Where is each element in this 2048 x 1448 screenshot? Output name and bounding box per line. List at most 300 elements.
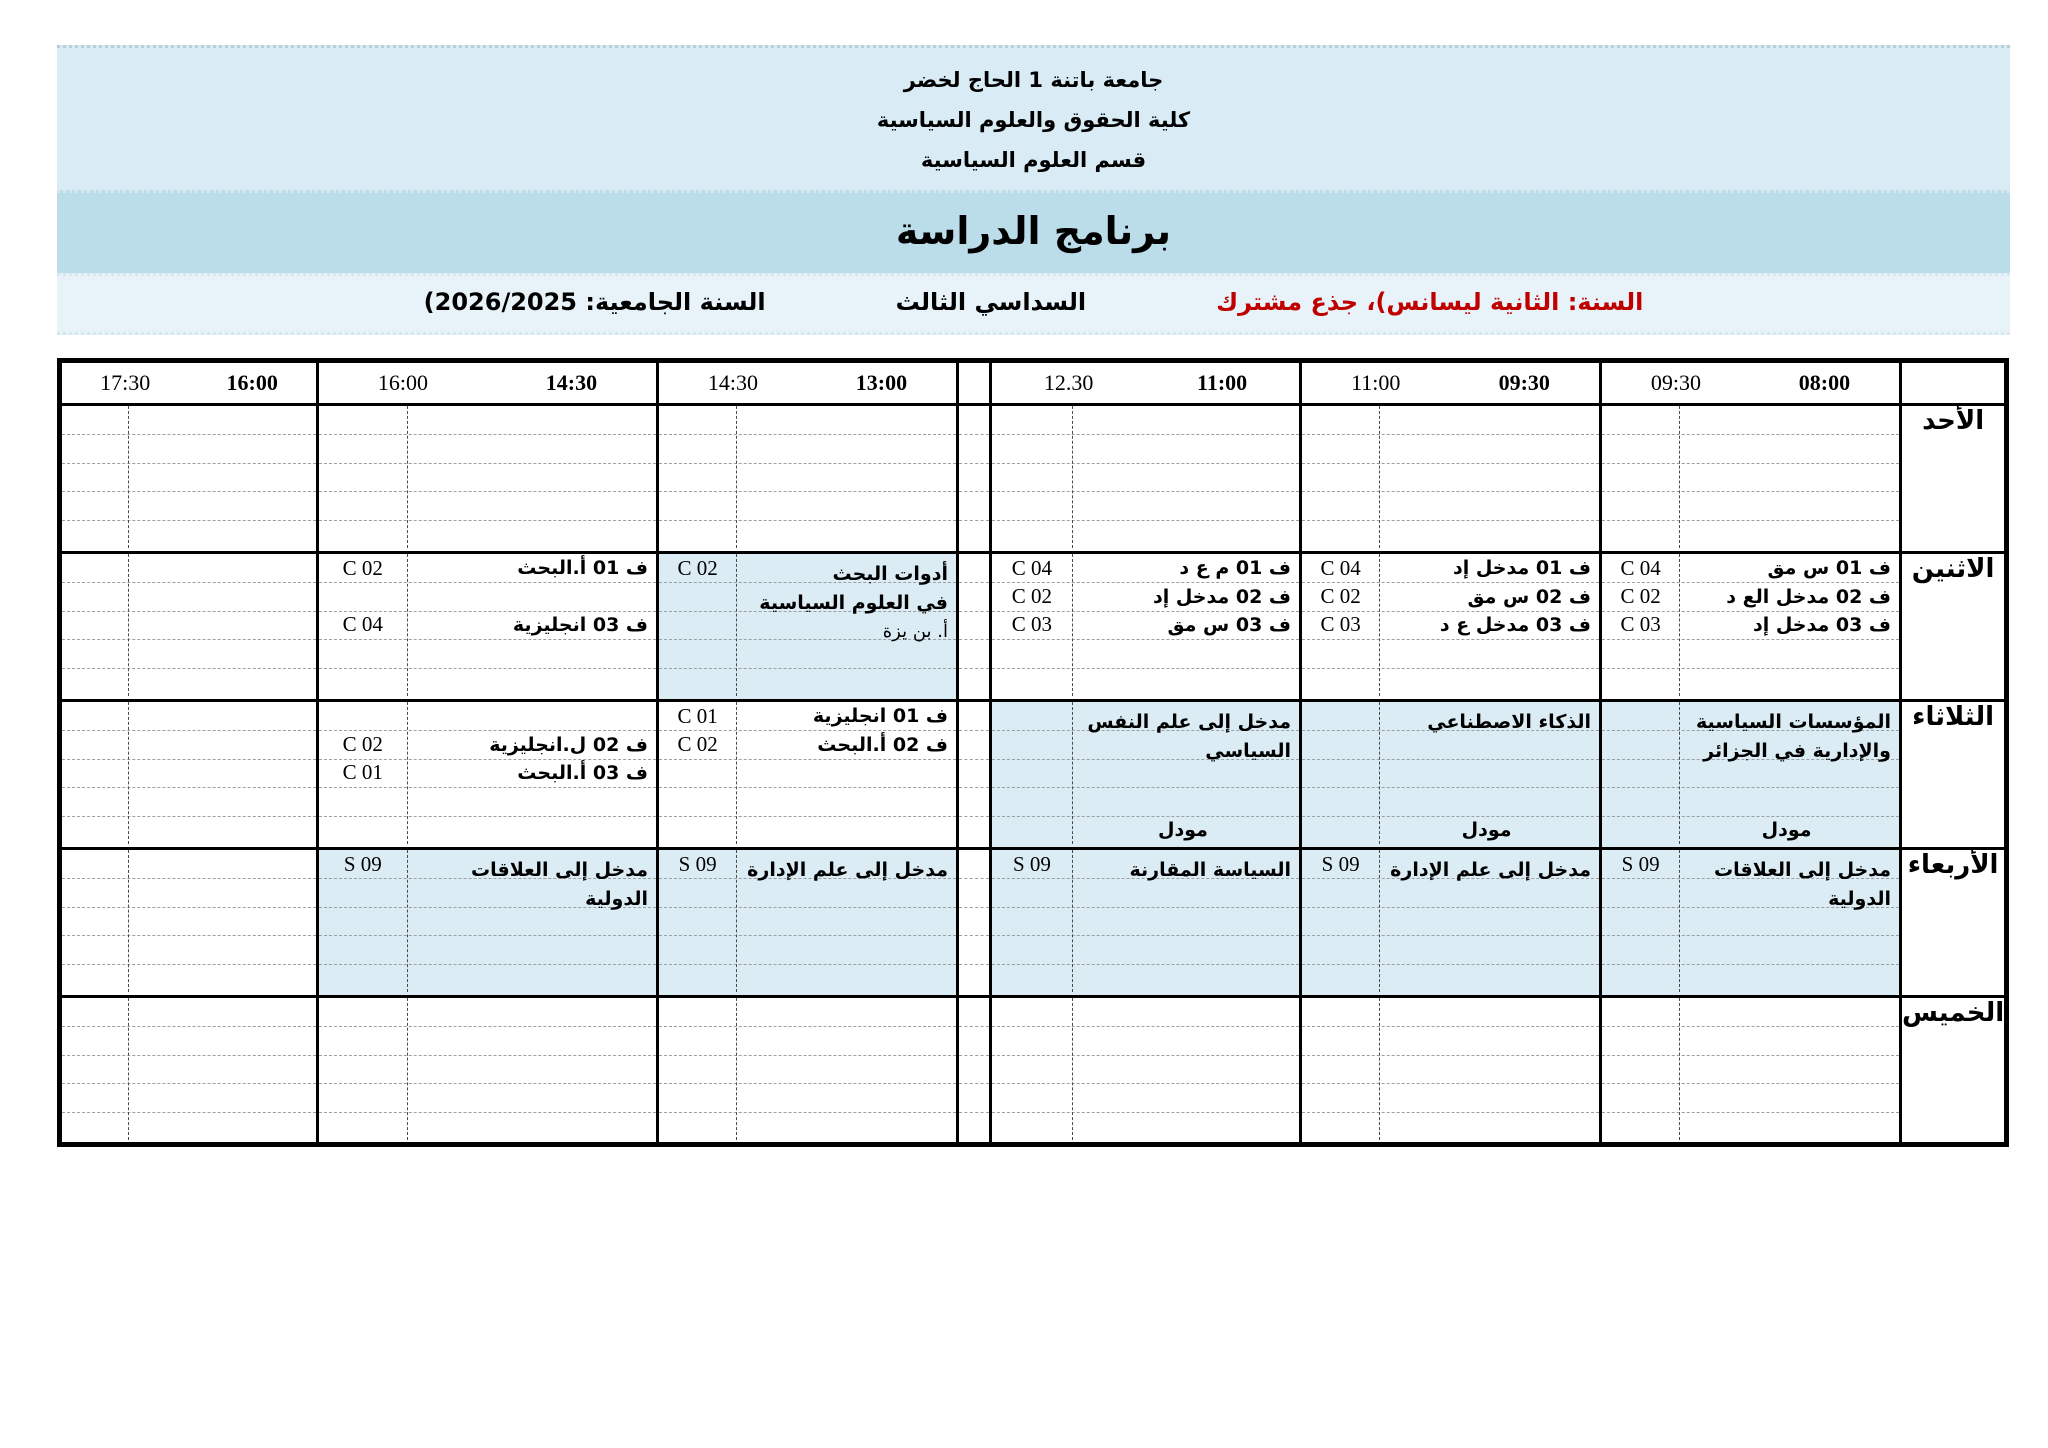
- end-time: 12.30: [1043, 370, 1094, 395]
- time-header-row: [60, 361, 2007, 405]
- cell-grid: [659, 702, 956, 844]
- course-title-line: أدوات البحث: [832, 562, 948, 585]
- separator-cell: [958, 701, 991, 849]
- teacher-name: أ. بن يزة: [882, 621, 948, 642]
- gridline: [62, 816, 316, 817]
- gridline: [992, 907, 1299, 908]
- gridline: [659, 1112, 956, 1113]
- gridline: [62, 520, 316, 521]
- gridline: [992, 1055, 1299, 1056]
- room-divider: [1072, 850, 1073, 992]
- start-time: 11:00: [1197, 370, 1248, 395]
- course-title-line: مدخل إلى العلاقات: [471, 858, 648, 881]
- gridline: [62, 935, 316, 936]
- gridline: [62, 1026, 316, 1027]
- end-time: 17:30: [100, 370, 151, 395]
- gridline: [62, 787, 316, 788]
- room-code: C 04: [342, 612, 383, 637]
- schedule-cell: [318, 997, 658, 1145]
- session-entry: ف 01 م ع د: [1179, 557, 1291, 580]
- room-divider: [736, 998, 737, 1140]
- gridline: [659, 907, 956, 908]
- platform-label: مودل: [1761, 818, 1812, 841]
- cell-grid: [659, 406, 956, 548]
- gridline: [992, 935, 1299, 936]
- cell-grid: [959, 554, 989, 696]
- room-divider: [128, 406, 129, 548]
- day-label: الأحد: [1901, 405, 2007, 553]
- gridline: [1602, 1112, 1899, 1113]
- room-divider: [1379, 998, 1380, 1140]
- cell-grid: [319, 406, 656, 548]
- room-code: C 04: [1011, 555, 1053, 580]
- gridline: [1602, 935, 1899, 936]
- cell-grid: [319, 554, 656, 696]
- course-title: [1682, 855, 1891, 913]
- room-divider: [407, 850, 408, 992]
- gridline: [659, 787, 956, 788]
- gridline: [659, 463, 956, 464]
- room-code: C 02: [1620, 584, 1661, 609]
- timetable-row: [60, 997, 2007, 1145]
- gridline: [992, 434, 1299, 435]
- university-name: جامعة باتنة 1 الحاج لخضر: [903, 68, 1164, 92]
- schedule-cell: [991, 701, 1301, 849]
- cell-grid: [319, 702, 656, 844]
- room-divider: [128, 998, 129, 1140]
- gridline: [62, 491, 316, 492]
- cell-grid: [62, 850, 316, 992]
- gridline: [319, 816, 656, 817]
- gridline: [992, 964, 1299, 965]
- room-divider: [128, 554, 129, 696]
- course-title: [1075, 707, 1291, 765]
- separator-cell: [958, 997, 991, 1145]
- course-title-line: السياسة المقارنة: [1129, 858, 1291, 881]
- gridline: [992, 491, 1299, 492]
- room-divider: [1379, 850, 1380, 992]
- gridline: [959, 935, 989, 936]
- gridline: [1302, 463, 1599, 464]
- gridline: [62, 878, 316, 879]
- gridline: [1302, 787, 1599, 788]
- timetable-row: [60, 553, 2007, 701]
- gridline: [319, 964, 656, 965]
- gridline: [959, 520, 989, 521]
- course-title-line: السياسي: [1205, 739, 1291, 762]
- year-info: السنة: الثانية ليسانس)، جذع مشترك: [1216, 288, 1644, 316]
- course-title-line: في العلوم السياسية: [759, 591, 948, 614]
- gridline: [62, 1055, 316, 1056]
- room-divider: [736, 554, 737, 696]
- gridline: [992, 787, 1299, 788]
- course-title: [739, 559, 948, 646]
- separator-cell: [958, 849, 991, 997]
- schedule-cell: [991, 997, 1301, 1145]
- gridline: [1302, 964, 1599, 965]
- gridline: [992, 1026, 1299, 1027]
- gridline: [1302, 1112, 1599, 1113]
- gridline: [1602, 639, 1899, 640]
- gridline: [1602, 1055, 1899, 1056]
- cell-grid: [959, 702, 989, 844]
- gridline: [659, 668, 956, 669]
- separator-cell: [958, 553, 991, 701]
- gridline: [319, 1055, 656, 1056]
- gridline: [959, 639, 989, 640]
- schedule-cell: [60, 405, 318, 553]
- room-code: C 02: [1011, 584, 1053, 609]
- platform-label: مودل: [1157, 818, 1208, 841]
- gridline: [62, 434, 316, 435]
- room-divider: [407, 998, 408, 1140]
- semester-label: السداسي الثالث: [895, 288, 1087, 316]
- room-divider: [1379, 406, 1380, 548]
- gridline: [319, 491, 656, 492]
- gridline: [319, 582, 656, 583]
- schedule-cell: [318, 553, 658, 701]
- room-divider: [1679, 998, 1680, 1140]
- gridline: [959, 434, 989, 435]
- schedule-cell: [991, 553, 1301, 701]
- cell-grid: [1302, 406, 1599, 548]
- session-entry: ف 02 ل.انجليزية: [489, 733, 648, 756]
- course-title: [410, 855, 648, 913]
- session-entry: ف 01 أ.البحث: [517, 557, 648, 580]
- cell-grid: [992, 702, 1299, 844]
- gridline: [1302, 668, 1599, 669]
- time-slot-header-1600: [60, 361, 318, 405]
- room-divider: [1379, 554, 1380, 696]
- gridline: [62, 639, 316, 640]
- gridline: [659, 1083, 956, 1084]
- cell-grid: [992, 998, 1299, 1140]
- cell-grid: [319, 998, 656, 1140]
- session-entry: ف 03 مدخل ع د: [1439, 613, 1591, 636]
- time-slot-header-0800: [1601, 361, 1901, 405]
- gridline: [319, 463, 656, 464]
- schedule-cell: [658, 701, 958, 849]
- course-title-line: الدولية: [1828, 887, 1891, 910]
- room-divider: [736, 850, 737, 992]
- schedule-cell: [658, 553, 958, 701]
- cell-grid: [992, 554, 1299, 696]
- cell-grid: [1602, 406, 1899, 548]
- end-time: 14:30: [707, 370, 759, 395]
- gridline: [992, 520, 1299, 521]
- gridline: [1602, 1026, 1899, 1027]
- room-divider: [128, 702, 129, 844]
- room-divider: [1072, 998, 1073, 1140]
- schedule-cell: [658, 405, 958, 553]
- room-code: C 02: [342, 555, 383, 580]
- gridline: [992, 668, 1299, 669]
- timetable-row: [60, 405, 2007, 553]
- room-code: C 02: [677, 555, 718, 580]
- gridline: [62, 463, 316, 464]
- gridline: [1302, 639, 1599, 640]
- schedule-cell: [318, 701, 658, 849]
- start-time: 08:00: [1798, 370, 1851, 395]
- room-code: S 09: [1012, 851, 1051, 876]
- cell-grid: [1602, 702, 1899, 844]
- cell-grid: [1302, 998, 1599, 1140]
- cell-grid: [62, 998, 316, 1140]
- gridline: [992, 463, 1299, 464]
- gridline: [62, 611, 316, 612]
- course-title-line: مدخل إلى علم النفس: [1087, 710, 1291, 733]
- day-label: الاثنين: [1901, 553, 2007, 701]
- cell-grid: [992, 850, 1299, 992]
- room-code: C 02: [342, 732, 383, 757]
- gridline: [959, 1083, 989, 1084]
- gridline: [319, 1083, 656, 1084]
- gridline: [1602, 787, 1899, 788]
- course-title-line: المؤسسات السياسية: [1696, 710, 1891, 733]
- course-title-line: والإدارية في الجزائر: [1703, 739, 1891, 762]
- gridline: [1602, 491, 1899, 492]
- room-divider: [1072, 702, 1073, 844]
- room-code: C 03: [1620, 612, 1661, 637]
- session-entry: ف 03 س مق: [1167, 613, 1291, 636]
- room-code: C 03: [1320, 612, 1361, 637]
- session-entry: ف 03 أ.البحث: [517, 761, 648, 784]
- room-divider: [128, 850, 129, 992]
- room-divider: [736, 406, 737, 548]
- cell-grid: [959, 998, 989, 1140]
- schedule-cell: [991, 405, 1301, 553]
- gridline: [1302, 491, 1599, 492]
- gridline: [959, 1112, 989, 1113]
- room-divider: [407, 554, 408, 696]
- gridline: [319, 787, 656, 788]
- schedule-cell: [658, 997, 958, 1145]
- room-code: S 09: [678, 851, 717, 876]
- course-title: [739, 855, 948, 884]
- gridline: [1302, 1055, 1599, 1056]
- gridline: [319, 1112, 656, 1113]
- cell-grid: [62, 406, 316, 548]
- time-slot-header-0930: [1301, 361, 1601, 405]
- time-slot-header-1430: [318, 361, 658, 405]
- schedule-cell: [318, 849, 658, 997]
- session-entry: ف 02 س مق: [1467, 585, 1591, 608]
- cell-grid: [1602, 850, 1899, 992]
- gridline: [992, 1112, 1299, 1113]
- session-entry: ف 02 مدخل الع د: [1726, 585, 1891, 608]
- gridline: [959, 1055, 989, 1056]
- room-divider: [1072, 406, 1073, 548]
- gridline: [659, 1026, 956, 1027]
- session-entry: ف 02 أ.البحث: [817, 733, 948, 756]
- gridline: [319, 434, 656, 435]
- department-name: قسم العلوم السياسية: [920, 148, 1147, 172]
- room-code: C 01: [342, 760, 383, 785]
- gridline: [959, 491, 989, 492]
- gridline: [959, 668, 989, 669]
- gridline: [959, 463, 989, 464]
- schedule-cell: [1601, 553, 1901, 701]
- page-title: برنامج الدراسة: [895, 209, 1172, 253]
- schedule-cell: [60, 553, 318, 701]
- schedule-cell: [1601, 701, 1901, 849]
- room-code: C 01: [677, 703, 718, 728]
- gridline: [1302, 520, 1599, 521]
- schedule-cell: [1601, 849, 1901, 997]
- gridline: [959, 582, 989, 583]
- gridline: [1602, 964, 1899, 965]
- gridline: [659, 816, 956, 817]
- start-time: 16:00: [226, 370, 278, 395]
- day-label: الثلاثاء: [1901, 701, 2007, 849]
- schedule-cell: [60, 849, 318, 997]
- separator-cell: [958, 405, 991, 553]
- gridline: [319, 1026, 656, 1027]
- room-code: S 09: [1621, 851, 1660, 876]
- session-entry: ف 01 مدخل إد: [1452, 557, 1591, 580]
- room-divider: [736, 702, 737, 844]
- gridline: [62, 730, 316, 731]
- gridline: [1302, 935, 1599, 936]
- cell-grid: [1302, 850, 1599, 992]
- room-code: C 02: [677, 732, 718, 757]
- gridline: [959, 787, 989, 788]
- room-divider: [1679, 702, 1680, 844]
- academic-year-label: السنة الجامعية: 2026/2025): [423, 288, 766, 316]
- gridline: [1602, 434, 1899, 435]
- gridline: [62, 1112, 316, 1113]
- schedule-cell: [1301, 849, 1601, 997]
- room-code: S 09: [1321, 851, 1360, 876]
- cell-grid: [659, 554, 956, 696]
- gridline: [959, 730, 989, 731]
- start-time: 09:30: [1498, 370, 1550, 395]
- gridline: [319, 668, 656, 669]
- session-entry: ف 03 مدخل إد: [1752, 613, 1891, 636]
- session-entry: ف 01 س مق: [1767, 557, 1891, 580]
- platform-label: مودل: [1461, 818, 1512, 841]
- gridline: [959, 759, 989, 760]
- gridline: [659, 759, 956, 760]
- gridline: [659, 520, 956, 521]
- schedule-cell: [318, 405, 658, 553]
- course-title-line: مدخل إلى العلاقات: [1714, 858, 1891, 881]
- gridline: [1602, 520, 1899, 521]
- gridline: [319, 639, 656, 640]
- cell-grid: [1602, 554, 1899, 696]
- cell-grid: [659, 850, 956, 992]
- schedule-cell: [1601, 405, 1901, 553]
- schedule-cell: [991, 849, 1301, 997]
- gridline: [62, 759, 316, 760]
- session-entry: ف 03 انجليزية: [512, 613, 648, 636]
- end-time: 11:00: [1351, 370, 1401, 395]
- gridline: [659, 964, 956, 965]
- course-title-line: مدخل إلى علم الإدارة: [747, 858, 948, 881]
- schedule-cell: [60, 997, 318, 1145]
- room-divider: [1679, 554, 1680, 696]
- cell-grid: [1602, 998, 1899, 1140]
- gridline: [62, 582, 316, 583]
- session-entry: ف 01 انجليزية: [812, 705, 948, 728]
- day-column-header: [1901, 361, 2007, 405]
- day-label: الأربعاء: [1901, 849, 2007, 997]
- course-title-line: مدخل إلى علم الإدارة: [1390, 858, 1591, 881]
- cell-grid: [62, 554, 316, 696]
- room-code: S 09: [343, 851, 382, 876]
- start-time: 14:30: [545, 370, 598, 395]
- cell-grid: [959, 850, 989, 992]
- gridline: [992, 1083, 1299, 1084]
- gridline: [1302, 1083, 1599, 1084]
- gridline: [959, 1026, 989, 1027]
- schedule-cell: [658, 849, 958, 997]
- gridline: [1302, 434, 1599, 435]
- schedule-cell: [1301, 405, 1601, 553]
- gridline: [659, 491, 956, 492]
- info-band: [57, 273, 2010, 335]
- end-time: 09:30: [1650, 370, 1702, 395]
- room-code: C 04: [1320, 555, 1361, 580]
- course-title: [1682, 707, 1891, 765]
- timetable-row: [60, 849, 2007, 997]
- cell-grid: [319, 850, 656, 992]
- document-header: [57, 45, 2010, 335]
- room-divider: [1679, 850, 1680, 992]
- gridline: [959, 907, 989, 908]
- end-time: 16:00: [377, 370, 429, 395]
- gridline: [959, 816, 989, 817]
- gridline: [992, 639, 1299, 640]
- timetable-body: [60, 405, 2007, 1145]
- room-divider: [1072, 554, 1073, 696]
- course-title: [1382, 855, 1591, 884]
- gridline: [1302, 1026, 1599, 1027]
- gridline: [1302, 759, 1599, 760]
- day-label: الخميس: [1901, 997, 2007, 1145]
- time-slot-header-1100: [991, 361, 1301, 405]
- course-title-line: الدولية: [585, 887, 648, 910]
- room-divider: [1379, 702, 1380, 844]
- cell-grid: [62, 702, 316, 844]
- room-divider: [407, 406, 408, 548]
- gridline: [1602, 1083, 1899, 1084]
- cell-grid: [1302, 554, 1599, 696]
- course-title-line: الذكاء الاصطناعي: [1427, 710, 1591, 733]
- cell-grid: [1302, 702, 1599, 844]
- room-code: C 04: [1620, 555, 1661, 580]
- room-divider: [407, 702, 408, 844]
- title-band: [57, 190, 2010, 273]
- gridline: [659, 1055, 956, 1056]
- schedule-cell: [60, 701, 318, 849]
- gridline: [319, 935, 656, 936]
- schedule-cell: [1301, 997, 1601, 1145]
- schedule-cell: [1301, 701, 1601, 849]
- session-entry: ف 02 مدخل إد: [1152, 585, 1291, 608]
- cell-grid: [959, 406, 989, 548]
- gridline: [959, 964, 989, 965]
- institution-band: [57, 45, 2010, 190]
- gridline: [1602, 668, 1899, 669]
- timetable-row: [60, 701, 2007, 849]
- start-time: 13:00: [855, 370, 908, 395]
- gridline: [62, 1083, 316, 1084]
- gridline: [959, 878, 989, 879]
- room-code: C 02: [1320, 584, 1361, 609]
- room-code: C 03: [1011, 612, 1053, 637]
- gridline: [959, 611, 989, 612]
